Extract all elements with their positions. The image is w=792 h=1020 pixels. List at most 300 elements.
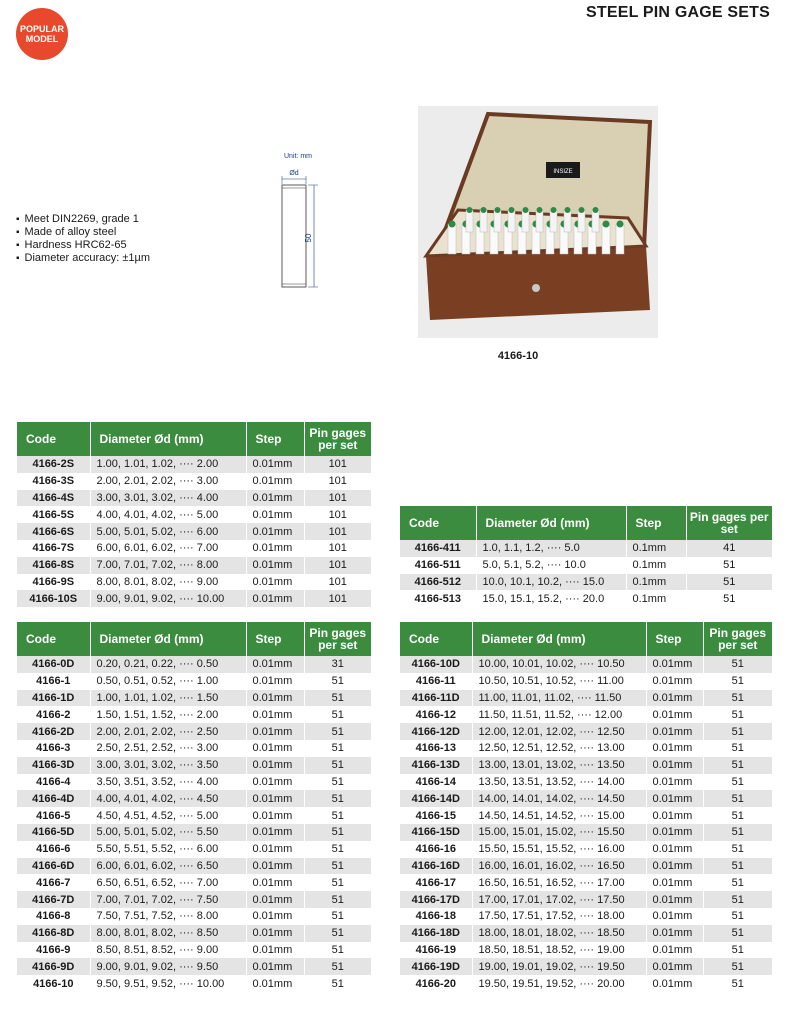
table-row (400, 690, 772, 707)
table-row (400, 740, 772, 757)
table-row (17, 807, 371, 824)
cell-count: 41 (686, 540, 772, 557)
header-diameter: Diameter Ød (mm) (90, 622, 246, 656)
cell-step: 0.01mm (246, 590, 304, 607)
cell-count: 101 (304, 473, 371, 490)
cell-diameter: 9.00, 9.01, 9.02, ···· 9.50 (90, 958, 246, 975)
pin-gage-table-s-series (17, 422, 371, 607)
table-row (400, 656, 772, 673)
cell-step: 0.01mm (246, 908, 304, 925)
cell-diameter: 4.00, 4.01, 4.02, ···· 5.00 (90, 506, 246, 523)
cell-count: 101 (304, 590, 371, 607)
table-row (17, 706, 371, 723)
cell-step: 0.01mm (646, 942, 703, 959)
cell-step: 0.01mm (246, 774, 304, 791)
cell-diameter: 2.00, 2.01, 2.02, ···· 2.50 (90, 723, 246, 740)
header-count: Pin gages per set (703, 622, 772, 656)
cell-step: 0.1mm (626, 590, 686, 607)
cell-diameter: 1.00, 1.01, 1.02, ···· 2.00 (90, 456, 246, 473)
cell-diameter: 5.0, 5.1, 5.2, ···· 10.0 (476, 557, 626, 574)
table-row (400, 891, 772, 908)
cell-step: 0.01mm (646, 925, 703, 942)
cell-step: 0.01mm (246, 975, 304, 992)
table-row (400, 757, 772, 774)
table-row (17, 523, 371, 540)
cell-count: 51 (703, 740, 772, 757)
popular-model-badge (16, 8, 68, 60)
table-row (400, 958, 772, 975)
product-photo (418, 106, 658, 338)
cell-step: 0.01mm (246, 456, 304, 473)
cell-count: 51 (304, 723, 371, 740)
cell-code: 4166-3D (17, 757, 90, 774)
box-clasp (532, 284, 540, 292)
cell-diameter: 0.50, 0.51, 0.52, ···· 1.00 (90, 673, 246, 690)
cell-count: 51 (703, 874, 772, 891)
cell-diameter: 12.50, 12.51, 12.52, ···· 13.00 (472, 740, 646, 757)
table-row (400, 557, 772, 574)
table-row (17, 740, 371, 757)
header-code: Code (400, 622, 472, 656)
cell-diameter: 4.50, 4.51, 4.52, ···· 5.00 (90, 807, 246, 824)
table-row (400, 790, 772, 807)
table-row (17, 891, 371, 908)
cell-diameter: 6.00, 6.01, 6.02, ···· 7.00 (90, 540, 246, 557)
cell-count: 51 (304, 673, 371, 690)
cell-step: 0.01mm (246, 858, 304, 875)
cell-step: 0.01mm (646, 790, 703, 807)
cell-step: 0.01mm (246, 874, 304, 891)
cell-step: 0.01mm (246, 757, 304, 774)
table-row (17, 824, 371, 841)
cell-diameter: 18.00, 18.01, 18.02, ···· 18.50 (472, 925, 646, 942)
box-label-text: INSIZE (553, 169, 573, 175)
cell-code: 4166-16 (400, 841, 472, 858)
header-code: Code (17, 422, 90, 456)
cell-step: 0.01mm (646, 690, 703, 707)
table-row (17, 456, 371, 473)
cell-diameter: 16.00, 16.01, 16.02, ···· 16.50 (472, 858, 646, 875)
unit-label: Unit: mm (284, 153, 312, 160)
cell-count: 51 (304, 942, 371, 959)
cell-count: 51 (703, 723, 772, 740)
table-row (400, 975, 772, 992)
table-row (17, 925, 371, 942)
cell-code: 4166-12 (400, 706, 472, 723)
table-row (400, 908, 772, 925)
header-step: Step (646, 622, 703, 656)
table-row (17, 574, 371, 591)
cell-diameter: 5.00, 5.01, 5.02, ···· 6.00 (90, 523, 246, 540)
cell-diameter: 3.00, 3.01, 3.02, ···· 3.50 (90, 757, 246, 774)
cell-count: 31 (304, 656, 371, 673)
cell-diameter: 11.00, 11.01, 11.02, ···· 11.50 (472, 690, 646, 707)
cell-count: 51 (703, 673, 772, 690)
table-row (17, 590, 371, 607)
cell-code: 4166-7 (17, 874, 90, 891)
cell-diameter: 13.00, 13.01, 13.02, ···· 13.50 (472, 757, 646, 774)
cell-code: 4166-17D (400, 891, 472, 908)
cell-diameter: 2.00, 2.01, 2.02, ···· 3.00 (90, 473, 246, 490)
cell-diameter: 9.00, 9.01, 9.02, ···· 10.00 (90, 590, 246, 607)
cell-code: 4166-5D (17, 824, 90, 841)
table-row (17, 557, 371, 574)
cell-diameter: 17.50, 17.51, 17.52, ···· 18.00 (472, 908, 646, 925)
cell-diameter: 10.00, 10.01, 10.02, ···· 10.50 (472, 656, 646, 673)
cell-code: 4166-3S (17, 473, 90, 490)
cell-code: 4166-4 (17, 774, 90, 791)
cell-count: 51 (703, 958, 772, 975)
cell-diameter: 2.50, 2.51, 2.52, ···· 3.00 (90, 740, 246, 757)
badge-line-2: MODEL (25, 34, 59, 44)
header-step: Step (246, 422, 304, 456)
table-row (17, 975, 371, 992)
cell-step: 0.01mm (246, 841, 304, 858)
cell-code: 4166-17 (400, 874, 472, 891)
cell-count: 101 (304, 523, 371, 540)
table-row (400, 540, 772, 557)
cell-step: 0.01mm (246, 523, 304, 540)
cell-code: 4166-13D (400, 757, 472, 774)
pin-outline (282, 185, 306, 287)
page-title: STEEL PIN GAGE SETS (586, 4, 770, 21)
cell-count: 51 (304, 706, 371, 723)
cell-step: 0.01mm (246, 723, 304, 740)
cell-code: 4166-15D (400, 824, 472, 841)
table-row (400, 574, 772, 591)
cell-code: 4166-0D (17, 656, 90, 673)
cell-diameter: 8.50, 8.51, 8.52, ···· 9.00 (90, 942, 246, 959)
cell-code: 4166-7S (17, 540, 90, 557)
cell-step: 0.01mm (246, 706, 304, 723)
table-row (400, 774, 772, 791)
cell-code: 4166-14 (400, 774, 472, 791)
table-row (400, 925, 772, 942)
feature-item: ▪ Diameter accuracy: ±1µm (16, 252, 150, 265)
pin-dimension-diagram (266, 148, 330, 298)
table-row (17, 473, 371, 490)
cell-diameter: 3.00, 3.01, 3.02, ···· 4.00 (90, 490, 246, 507)
table-row (17, 942, 371, 959)
cell-code: 4166-6D (17, 858, 90, 875)
cell-diameter: 13.50, 13.51, 13.52, ···· 14.00 (472, 774, 646, 791)
cell-diameter: 0.20, 0.21, 0.22, ···· 0.50 (90, 656, 246, 673)
header-count: Pin gages per set (304, 422, 371, 456)
cell-count: 51 (703, 841, 772, 858)
cell-diameter: 12.00, 12.01, 12.02, ···· 12.50 (472, 723, 646, 740)
cell-code: 4166-10S (17, 590, 90, 607)
diameter-label: Ød (289, 170, 299, 177)
cell-diameter: 6.00, 6.01, 6.02, ···· 6.50 (90, 858, 246, 875)
cell-count: 51 (304, 790, 371, 807)
table-row (400, 590, 772, 607)
cell-code: 4166-19D (400, 958, 472, 975)
cell-step: 0.01mm (646, 740, 703, 757)
cell-diameter: 19.00, 19.01, 19.02, ···· 19.50 (472, 958, 646, 975)
cell-code: 4166-4S (17, 490, 90, 507)
cell-code: 4166-7D (17, 891, 90, 908)
cell-diameter: 15.00, 15.01, 15.02, ···· 15.50 (472, 824, 646, 841)
cell-code: 4166-20 (400, 975, 472, 992)
cell-diameter: 14.50, 14.51, 14.52, ···· 15.00 (472, 807, 646, 824)
cell-diameter: 8.00, 8.01, 8.02, ···· 9.00 (90, 574, 246, 591)
cell-code: 4166-6 (17, 841, 90, 858)
table-row (17, 540, 371, 557)
cell-count: 51 (703, 690, 772, 707)
length-label: 50 (304, 233, 313, 243)
header-step: Step (246, 622, 304, 656)
cell-step: 0.01mm (646, 723, 703, 740)
cell-diameter: 5.00, 5.01, 5.02, ···· 5.50 (90, 824, 246, 841)
table-row (17, 841, 371, 858)
cell-step: 0.01mm (646, 824, 703, 841)
cell-count: 51 (703, 858, 772, 875)
cell-step: 0.01mm (646, 858, 703, 875)
cell-diameter: 4.00, 4.01, 4.02, ···· 4.50 (90, 790, 246, 807)
cell-count: 101 (304, 506, 371, 523)
header-code: Code (17, 622, 90, 656)
cell-diameter: 7.00, 7.01, 7.02, ···· 8.00 (90, 557, 246, 574)
cell-code: 4166-12D (400, 723, 472, 740)
cell-code: 4166-3 (17, 740, 90, 757)
cell-count: 51 (304, 824, 371, 841)
cell-code: 4166-16D (400, 858, 472, 875)
cell-diameter: 1.00, 1.01, 1.02, ···· 1.50 (90, 690, 246, 707)
cell-code: 4166-10 (17, 975, 90, 992)
cell-step: 0.01mm (646, 807, 703, 824)
badge-line-1: POPULAR (19, 24, 64, 34)
cell-count: 51 (304, 908, 371, 925)
cell-count: 51 (686, 557, 772, 574)
cell-code: 4166-15 (400, 807, 472, 824)
cell-code: 4166-8D (17, 925, 90, 942)
cell-count: 51 (304, 807, 371, 824)
cell-step: 0.01mm (246, 490, 304, 507)
cell-diameter: 3.50, 3.51, 3.52, ···· 4.00 (90, 774, 246, 791)
cell-diameter: 7.50, 7.51, 7.52, ···· 8.00 (90, 908, 246, 925)
table-row (17, 690, 371, 707)
cell-code: 4166-512 (400, 574, 476, 591)
box-front (426, 246, 650, 320)
cell-count: 51 (703, 807, 772, 824)
cell-code: 4166-9D (17, 958, 90, 975)
cell-diameter: 16.50, 16.51, 16.52, ···· 17.00 (472, 874, 646, 891)
table-row (17, 490, 371, 507)
cell-count: 51 (304, 757, 371, 774)
cell-step: 0.01mm (646, 958, 703, 975)
cell-diameter: 14.00, 14.01, 14.02, ···· 14.50 (472, 790, 646, 807)
cell-count: 51 (304, 690, 371, 707)
cell-count: 51 (703, 942, 772, 959)
cell-step: 0.01mm (246, 557, 304, 574)
cell-count: 51 (703, 891, 772, 908)
cell-code: 4166-4D (17, 790, 90, 807)
cell-step: 0.01mm (246, 540, 304, 557)
cell-code: 4166-411 (400, 540, 476, 557)
cell-step: 0.01mm (246, 740, 304, 757)
cell-count: 51 (703, 774, 772, 791)
cell-code: 4166-6S (17, 523, 90, 540)
cell-diameter: 15.50, 15.51, 15.52, ···· 16.00 (472, 841, 646, 858)
table-row (400, 723, 772, 740)
table-row (17, 723, 371, 740)
table-row (400, 706, 772, 723)
cell-diameter: 5.50, 5.51, 5.52, ···· 6.00 (90, 841, 246, 858)
cell-code: 4166-2D (17, 723, 90, 740)
cell-count: 51 (304, 925, 371, 942)
table-row (17, 774, 371, 791)
table-row (17, 858, 371, 875)
cell-step: 0.01mm (246, 656, 304, 673)
cell-diameter: 7.00, 7.01, 7.02, ···· 7.50 (90, 891, 246, 908)
cell-count: 101 (304, 574, 371, 591)
photo-caption: 4166-10 (497, 350, 539, 362)
header-step: Step (626, 506, 686, 540)
header-diameter: Diameter Ød (mm) (476, 506, 626, 540)
cell-code: 4166-5S (17, 506, 90, 523)
feature-item: ▪ Made of alloy steel (16, 226, 150, 239)
cell-diameter: 18.50, 18.51, 18.52, ···· 19.00 (472, 942, 646, 959)
cell-code: 4166-11 (400, 673, 472, 690)
feature-item: ▪ Meet DIN2269, grade 1 (16, 213, 150, 226)
table-row (17, 673, 371, 690)
cell-code: 4166-9S (17, 574, 90, 591)
cell-count: 51 (703, 790, 772, 807)
cell-count: 51 (304, 958, 371, 975)
cell-step: 0.01mm (246, 942, 304, 959)
cell-diameter: 17.00, 17.01, 17.02, ···· 17.50 (472, 891, 646, 908)
cell-step: 0.01mm (646, 706, 703, 723)
cell-step: 0.01mm (646, 757, 703, 774)
feature-list (16, 213, 150, 265)
cell-diameter: 10.50, 10.51, 10.52, ···· 11.00 (472, 673, 646, 690)
table-row (17, 790, 371, 807)
cell-code: 4166-1 (17, 673, 90, 690)
table-row (400, 874, 772, 891)
cell-step: 0.1mm (626, 574, 686, 591)
cell-count: 51 (703, 656, 772, 673)
cell-diameter: 9.50, 9.51, 9.52, ···· 10.00 (90, 975, 246, 992)
cell-diameter: 19.50, 19.51, 19.52, ···· 20.00 (472, 975, 646, 992)
table-row (400, 673, 772, 690)
header-count: Pin gages per set (304, 622, 371, 656)
cell-count: 101 (304, 557, 371, 574)
cell-code: 4166-14D (400, 790, 472, 807)
table-row (400, 942, 772, 959)
table-row (17, 874, 371, 891)
cell-count: 51 (703, 757, 772, 774)
cell-count: 51 (703, 706, 772, 723)
cell-code: 4166-8S (17, 557, 90, 574)
cell-step: 0.01mm (246, 506, 304, 523)
cell-step: 0.01mm (246, 574, 304, 591)
table-row (17, 506, 371, 523)
cell-count: 51 (304, 774, 371, 791)
cell-count: 101 (304, 540, 371, 557)
table-row (400, 824, 772, 841)
table-row (17, 908, 371, 925)
cell-code: 4166-11D (400, 690, 472, 707)
cell-code: 4166-8 (17, 908, 90, 925)
cell-code: 4166-1D (17, 690, 90, 707)
cell-count: 51 (703, 975, 772, 992)
table-row (17, 656, 371, 673)
pin-gage-table-10-to-20mm (400, 622, 772, 992)
cell-count: 51 (703, 908, 772, 925)
cell-count: 51 (686, 574, 772, 591)
cell-step: 0.01mm (246, 958, 304, 975)
cell-diameter: 1.50, 1.51, 1.52, ···· 2.00 (90, 706, 246, 723)
pin-gage-table-0-2-to-10mm (17, 622, 371, 992)
cell-code: 4166-19 (400, 942, 472, 959)
cell-code: 4166-18D (400, 925, 472, 942)
header-diameter: Diameter Ød (mm) (472, 622, 646, 656)
cell-step: 0.01mm (246, 925, 304, 942)
cell-step: 0.01mm (646, 975, 703, 992)
table-row (400, 858, 772, 875)
cell-step: 0.01mm (646, 774, 703, 791)
cell-diameter: 11.50, 11.51, 11.52, ···· 12.00 (472, 706, 646, 723)
cell-code: 4166-13 (400, 740, 472, 757)
table-row (400, 841, 772, 858)
cell-step: 0.01mm (246, 790, 304, 807)
cell-count: 51 (304, 858, 371, 875)
cell-step: 0.01mm (246, 690, 304, 707)
cell-code: 4166-5 (17, 807, 90, 824)
cell-step: 0.1mm (626, 557, 686, 574)
cell-diameter: 6.50, 6.51, 6.52, ···· 7.00 (90, 874, 246, 891)
cell-step: 0.01mm (646, 891, 703, 908)
table-row (400, 807, 772, 824)
cell-code: 4166-2 (17, 706, 90, 723)
cell-code: 4166-511 (400, 557, 476, 574)
table-row (17, 958, 371, 975)
cell-diameter: 10.0, 10.1, 10.2, ···· 15.0 (476, 574, 626, 591)
cell-step: 0.01mm (246, 891, 304, 908)
cell-step: 0.01mm (646, 656, 703, 673)
cell-diameter: 1.0, 1.1, 1.2, ···· 5.0 (476, 540, 626, 557)
cell-step: 0.01mm (246, 673, 304, 690)
header-count: Pin gages per set (686, 506, 772, 540)
cell-count: 51 (304, 975, 371, 992)
cell-step: 0.01mm (246, 807, 304, 824)
cell-step: 0.01mm (646, 673, 703, 690)
cell-code: 4166-9 (17, 942, 90, 959)
cell-count: 51 (304, 740, 371, 757)
table-row (17, 757, 371, 774)
cell-step: 0.1mm (626, 540, 686, 557)
cell-step: 0.01mm (646, 841, 703, 858)
cell-count: 51 (686, 590, 772, 607)
cell-diameter: 8.00, 8.01, 8.02, ···· 8.50 (90, 925, 246, 942)
cell-code: 4166-18 (400, 908, 472, 925)
cell-step: 0.01mm (646, 908, 703, 925)
cell-count: 51 (304, 891, 371, 908)
cell-step: 0.01mm (246, 473, 304, 490)
cell-code: 4166-10D (400, 656, 472, 673)
feature-item: ▪ Hardness HRC62-65 (16, 239, 150, 252)
cell-count: 51 (703, 925, 772, 942)
cell-count: 101 (304, 456, 371, 473)
cell-code: 4166-513 (400, 590, 476, 607)
cell-step: 0.01mm (646, 874, 703, 891)
cell-count: 51 (304, 841, 371, 858)
cell-diameter: 15.0, 15.1, 15.2, ···· 20.0 (476, 590, 626, 607)
cell-code: 4166-2S (17, 456, 90, 473)
pin-gage-table-0-1mm-step (400, 506, 772, 607)
cell-step: 0.01mm (246, 824, 304, 841)
cell-count: 51 (304, 874, 371, 891)
